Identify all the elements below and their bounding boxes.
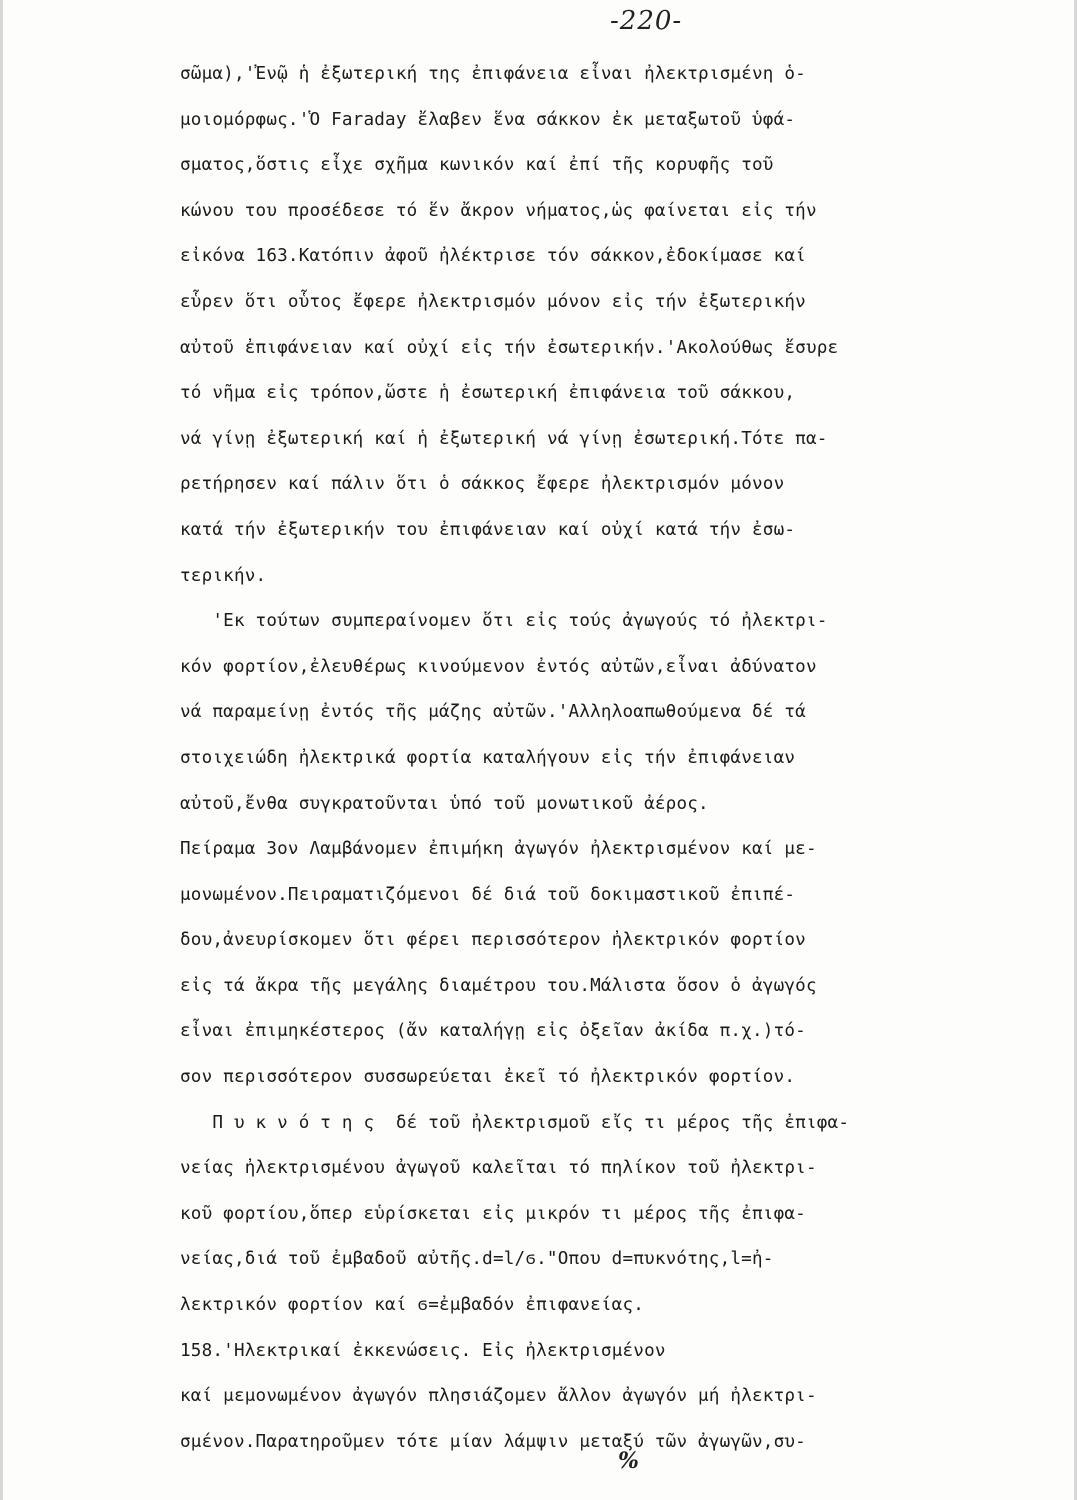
text-line: 'Εκ τούτων συμπεραίνομεν ὅτι εἰς τούς ἀγωγούς τό ἠλεκτρι- [180, 611, 828, 632]
text-line: Π υ κ ν ό τ η ς δέ τοῦ ἠλεκτρισμοῦ εἴς τι μέρος τῆς ἐπιφα- [180, 1112, 850, 1133]
text-line: κατά τήν ἐξωτερικήν του ἐπιφάνειαν καί οὐχί κατά τήν ἐσω- [180, 519, 796, 540]
text-line: νείας,διά τοῦ ἐμβαδοῦ αὐτῆς.d=l/ϭ."Οπου d=πυκνότης,l=ἠ- [180, 1249, 774, 1270]
page-number: -220- [610, 6, 683, 36]
text-line: αὐτοῦ,ἔνθα συγκρατοῦνται ὑπό τοῦ μονωτικοῦ ἀέρος. [180, 793, 709, 814]
text-line: εἰκόνα 163.Κατόπιν ἀφοῦ ἠλέκτρισε τόν σάκκον,ἐδοκίμασε καί [180, 246, 806, 267]
text-line: σμένον.Παρατηροῦμεν τότε μίαν λάμψιν μεταξύ τῶν ἀγωγῶν,συ- [180, 1431, 806, 1452]
text-line: λεκτρικόν φορτίον καί ϭ=ἐμβαδόν ἐπιφανείας. [180, 1295, 645, 1316]
scan-edge-left [0, 0, 3, 1500]
text-line: σματος,ὅστις εἶχε σχῆμα κωνικόν καί ἐπί τῆς κορυφῆς τοῦ [180, 155, 774, 176]
text-line: τερικήν. [180, 565, 267, 586]
text-line: στοιχειώδη ἠλεκτρικά φορτία καταλήγουν εἰς τήν ἐπιφάνειαν [180, 747, 796, 768]
text-line: μονωμένον.Πειραματιζόμενοι δέ διά τοῦ δοκιμαστικοῦ ἐπιπέ- [180, 884, 796, 905]
text-line: δου,ἀνευρίσκομεν ὅτι φέρει περισσότερον ἠλεκτρικόν φορτίον [180, 930, 806, 951]
text-line: καί μεμονωμένον ἀγωγόν πλησιάζομεν ἄλλον ἀγωγόν μή ἠλεκτρι- [180, 1386, 817, 1407]
text-line: κόν φορτίον,ἐλευθέρως κινούμενον ἐντός αὐτῶν,εἶναι ἀδύνατον [180, 656, 817, 677]
text-line: νείας ἠλεκτρισμένου ἀγωγοῦ καλεῖται τό πηλίκον τοῦ ἠλεκτρι- [180, 1158, 817, 1179]
text-line: 158.'Ηλεκτρικαί ἐκκενώσεις. Εἰς ἠλεκτρισμένον [180, 1340, 666, 1361]
text-line: νά παραμείνῃ ἐντός τῆς μάζης αὐτῶν.'Αλληλοαπωθούμενα δέ τά [180, 702, 806, 723]
text-line: τό νῆμα εἰς τρόπον,ὥστε ἡ ἐσωτερική ἐπιφάνεια τοῦ σάκκου, [180, 383, 796, 404]
text-line: Πείραμα 3ον Λαμβάνομεν ἐπιμήκη ἀγωγόν ἠλεκτρισμένον καί με- [180, 839, 817, 860]
text-line: μοιομόρφως.'Ὁ Faraday ἔλαβεν ἕνα σάκκον ἐκ μεταξωτοῦ ὑφά- [180, 109, 796, 130]
text-line: σον περισσότερον συσσωρεύεται ἐκεῖ τό ἠλεκτρικόν φορτίον. [180, 1067, 796, 1088]
text-line: εὗρεν ὅτι οὗτος ἔφερε ἠλεκτρισμόν μόνον εἰς τήν ἐξωτερικήν [180, 291, 806, 312]
text-line: σῶμα),'Ἐνῷ ἡ ἐξωτερική της ἐπιφάνεια εἶναι ἠλεκτρισμένη ὁ- [180, 64, 806, 84]
text-line: ρετήρησεν καί πάλιν ὅτι ὁ σάκκος ἔφερε ἠλεκτρισμόν μόνον [180, 474, 785, 495]
footer-mark: % [618, 1448, 639, 1474]
text-line: εἶναι ἐπιμηκέστερος (ἄν καταλήγῃ εἰς ὀξεῖαν ἀκίδα π.χ.)τό- [180, 1021, 806, 1042]
text-line: κώνου του προσέδεσε τό ἕν ἄκρον νήματος,ὡς φαίνεται εἰς τήν [180, 200, 817, 221]
body-text [180, 52, 1060, 1465]
text-line: αὐτοῦ ἐπιφάνειαν καί οὐχί εἰς τήν ἐσωτερικήν.'Ακολούθως ἔσυρε [180, 337, 839, 358]
text-line: κοῦ φορτίου,ὅπερ εὑρίσκεται εἰς μικρόν τι μέρος τῆς ἐπιφα- [180, 1203, 806, 1224]
text-line: νά γίνῃ ἐξωτερική καί ἡ ἐξωτερική νά γίνῃ ἐσωτερική.Τότε πα- [180, 428, 828, 449]
text-line: εἰς τά ἄκρα τῆς μεγάλης διαμέτρου του.Μάλιστα ὅσον ὁ ἀγωγός [180, 975, 817, 996]
